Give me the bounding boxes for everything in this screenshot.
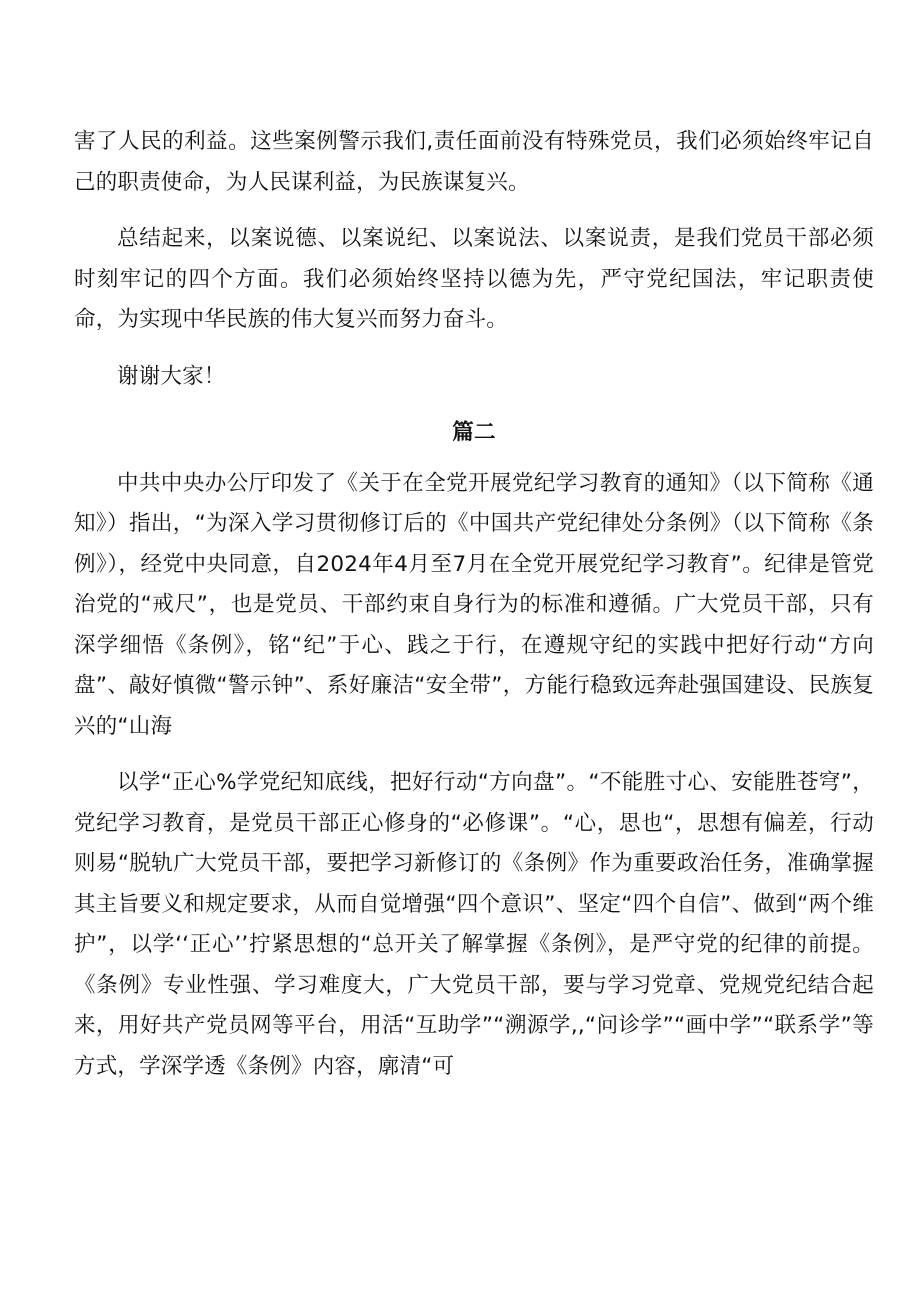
paragraph-3: 谢谢大家！ [117, 363, 226, 389]
paragraph-4: 中共中央办公厅印发了《关于在全党开展党纪学习教育的通知》（以下简称《通知》）指出，“为深入学习贯彻修订后的《中国共产党纪律处分条例》（以下简称《条例》），经党中央同意，自2024年4月至7月在全党开展党纪学习教育”。纪律是管党治党的“戒尺”，也是党员、干部约束自身行为的标准和遵循。广大党员干部，只有深学细悟《条例》，铭“纪”于心、践之于行，在遵规守纪的实践中把好行动“方向盘”、敲好慎微“警示钟”、系好廉洁“安全带”，方能行稳致远奔赴强国建设、民族复兴的“山海 [74, 470, 874, 739]
paragraph-2: 总结起来，以案说德、以案说纪、以案说法、以案说责，是我们党员干部必须时刻牢记的四个方面。我们必须始终坚持以德为先，严守党纪国法，牢记职责使命，为实现中华民族的伟大复兴而努力奋斗。 [74, 226, 874, 332]
paragraph-5: 以学“正心%学党纪知底线，把好行动“方向盘”。“不能胜寸心、安能胜苍穹”，党纪学习教育，是党员干部正心修身的“必修课”。“心，思也“，思想有偏差，行动则易“脱轨广大党员干部，要把学习新修订的《条例》作为重要政治任务，准确掌握其主旨要义和规定要求，从而自觉增强“四个意识”、坚定“四个自信”、做到“两个维护”，以学‘‘正心’’拧紧思想的“总开关了解掌握《条例》，是严守党的纪律的前提。《条例》专业性强、学习难度大，广大党员干部，要与学习党章、党规党纪结合起来，用好共产党员网等平台，用活“互助学”“溯源学,,“问诊学”“画中学”“联系学”等方式，学深学透《条例》内容，廓清“可 [74, 770, 874, 1079]
paragraph-1: 害了人民的利益。这些案例警示我们,责任面前没有特殊党员，我们必须始终牢记自己的职责使命，为人民谋利益，为民族谋复兴。 [74, 129, 874, 195]
document-body [74, 122, 874, 1103]
section-heading: 篇二 [452, 420, 496, 445]
